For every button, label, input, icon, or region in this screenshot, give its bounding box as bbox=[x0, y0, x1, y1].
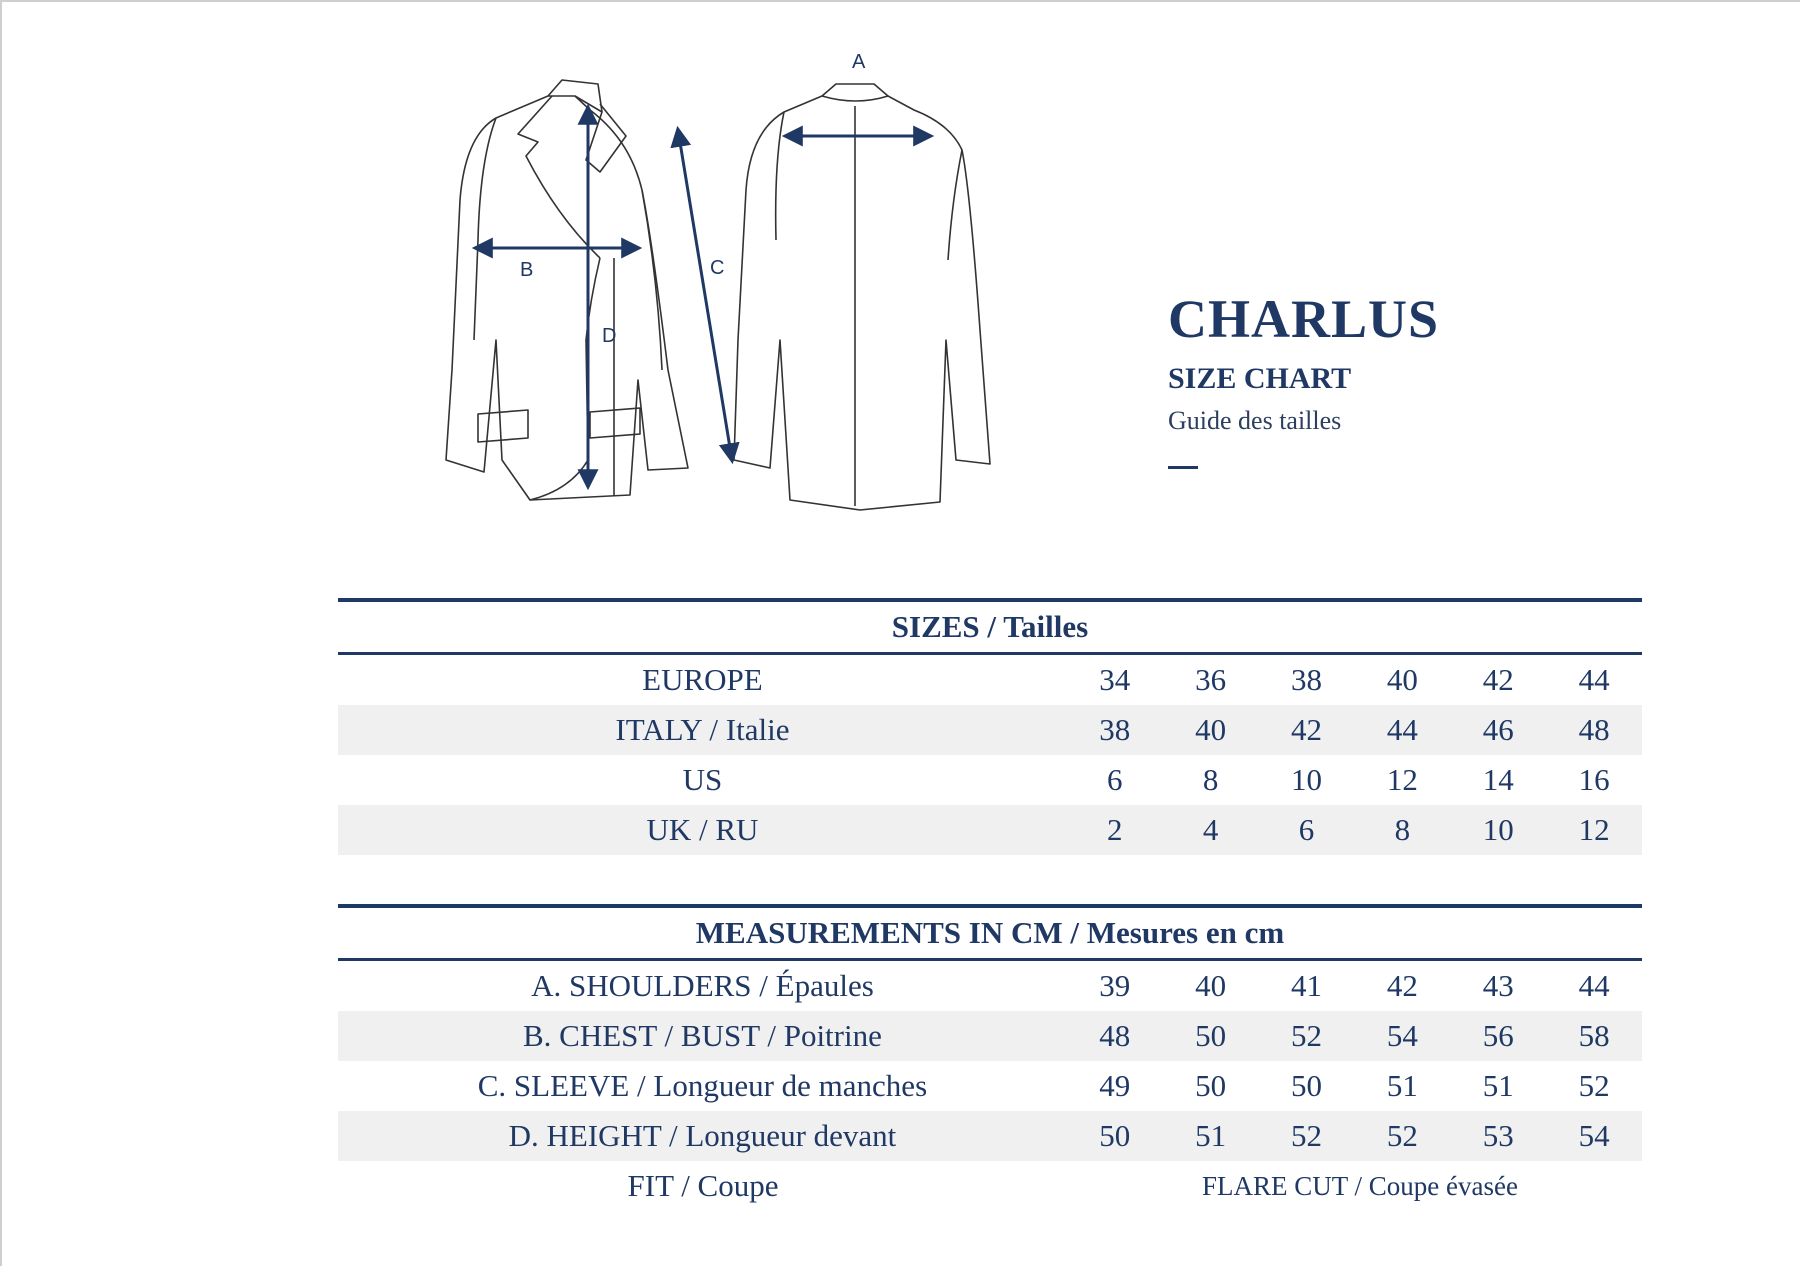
table-cell: 42 bbox=[1386, 968, 1418, 1003]
jacket-diagram bbox=[390, 40, 1090, 530]
table-cell: 38 bbox=[1291, 662, 1323, 697]
table-cell: 46 bbox=[1482, 712, 1514, 747]
table-cell: 50 bbox=[1099, 1118, 1131, 1153]
measure-label-d: D bbox=[602, 325, 617, 347]
sizes-header: SIZES / Tailles bbox=[338, 598, 1642, 655]
table-cell: 16 bbox=[1578, 762, 1610, 797]
measurements-header: MEASUREMENTS IN CM / Mesures en cm bbox=[338, 904, 1642, 961]
brand-subtitle: SIZE CHART bbox=[1168, 362, 1352, 395]
brand-block bbox=[1168, 289, 1440, 469]
table-cell: 43 bbox=[1482, 968, 1514, 1003]
measure-label-a: A bbox=[852, 51, 866, 73]
table-cell: 14 bbox=[1482, 762, 1514, 797]
table-row bbox=[338, 1111, 1642, 1161]
table-cell: 4 bbox=[1202, 812, 1219, 847]
measurements-table bbox=[338, 904, 1642, 1211]
fit-label: FIT / Coupe bbox=[627, 1168, 779, 1203]
table-cell: 44 bbox=[1578, 662, 1610, 697]
brand-title: CHARLUS bbox=[1168, 289, 1440, 349]
table-cell: 54 bbox=[1386, 1018, 1418, 1053]
fit-value: FLARE CUT / Coupe évasée bbox=[1202, 1170, 1518, 1201]
jacket-back-drawing bbox=[734, 84, 990, 510]
table-cell: 36 bbox=[1195, 662, 1227, 697]
row-label: EUROPE bbox=[642, 662, 763, 697]
measurement-arrows bbox=[476, 108, 930, 486]
row-label: A. SHOULDERS / Épaules bbox=[531, 968, 874, 1003]
table-row bbox=[338, 755, 1642, 805]
jacket-front-drawing bbox=[446, 80, 688, 500]
table-row bbox=[338, 805, 1642, 855]
fit-row bbox=[338, 1161, 1642, 1211]
table-cell: 58 bbox=[1578, 1018, 1610, 1053]
table-cell: 48 bbox=[1099, 1018, 1131, 1053]
table-cell: 34 bbox=[1099, 662, 1131, 697]
table-cell: 50 bbox=[1195, 1018, 1227, 1053]
table-cell: 44 bbox=[1386, 712, 1418, 747]
row-label: US bbox=[682, 762, 723, 797]
table-cell: 12 bbox=[1386, 762, 1418, 797]
measure-label-c: C bbox=[710, 257, 725, 279]
table-cell: 39 bbox=[1099, 968, 1131, 1003]
table-row bbox=[338, 655, 1642, 705]
table-cell: 56 bbox=[1482, 1018, 1514, 1053]
table-cell: 51 bbox=[1482, 1068, 1514, 1103]
arrow-c-sleeve bbox=[678, 130, 732, 460]
table-cell: 40 bbox=[1195, 968, 1227, 1003]
table-cell: 52 bbox=[1291, 1018, 1323, 1053]
table-cell: 49 bbox=[1099, 1068, 1131, 1103]
table-row bbox=[338, 1061, 1642, 1111]
row-label: UK / RU bbox=[646, 812, 759, 847]
table-cell: 53 bbox=[1482, 1118, 1514, 1153]
row-label: C. SLEEVE / Longueur de manches bbox=[477, 1068, 928, 1103]
table-cell: 42 bbox=[1482, 662, 1514, 697]
table-cell: 41 bbox=[1291, 968, 1323, 1003]
table-cell: 52 bbox=[1291, 1118, 1323, 1153]
sizes-table bbox=[338, 598, 1642, 855]
table-cell: 10 bbox=[1291, 762, 1323, 797]
table-cell: 12 bbox=[1578, 812, 1610, 847]
table-cell: 52 bbox=[1578, 1068, 1610, 1103]
table-cell: 40 bbox=[1195, 712, 1227, 747]
table-cell: 44 bbox=[1578, 968, 1610, 1003]
table-cell: 42 bbox=[1291, 712, 1323, 747]
row-label: D. HEIGHT / Longueur devant bbox=[508, 1118, 897, 1153]
table-cell: 52 bbox=[1386, 1118, 1418, 1153]
table-row bbox=[338, 961, 1642, 1011]
table-row bbox=[338, 1011, 1642, 1061]
table-cell: 40 bbox=[1386, 662, 1418, 697]
table-cell: 2 bbox=[1107, 812, 1123, 847]
table-cell: 51 bbox=[1386, 1068, 1418, 1103]
table-row bbox=[338, 705, 1642, 755]
table-cell: 50 bbox=[1195, 1068, 1227, 1103]
table-cell: 6 bbox=[1298, 812, 1315, 847]
brand-subtitle-fr: Guide des tailles bbox=[1168, 406, 1342, 435]
table-cell: 50 bbox=[1291, 1068, 1323, 1103]
table-cell: 6 bbox=[1107, 762, 1123, 797]
table-cell: 8 bbox=[1202, 762, 1219, 797]
brand-dash bbox=[1168, 466, 1198, 469]
row-label: B. CHEST / BUST / Poitrine bbox=[523, 1018, 882, 1053]
table-cell: 51 bbox=[1195, 1118, 1227, 1153]
table-cell: 48 bbox=[1578, 712, 1610, 747]
row-label: ITALY / Italie bbox=[615, 712, 790, 747]
table-cell: 54 bbox=[1578, 1118, 1610, 1153]
table-cell: 10 bbox=[1482, 812, 1514, 847]
table-cell: 38 bbox=[1099, 712, 1131, 747]
measure-label-b: B bbox=[520, 259, 534, 281]
table-cell: 8 bbox=[1394, 812, 1411, 847]
